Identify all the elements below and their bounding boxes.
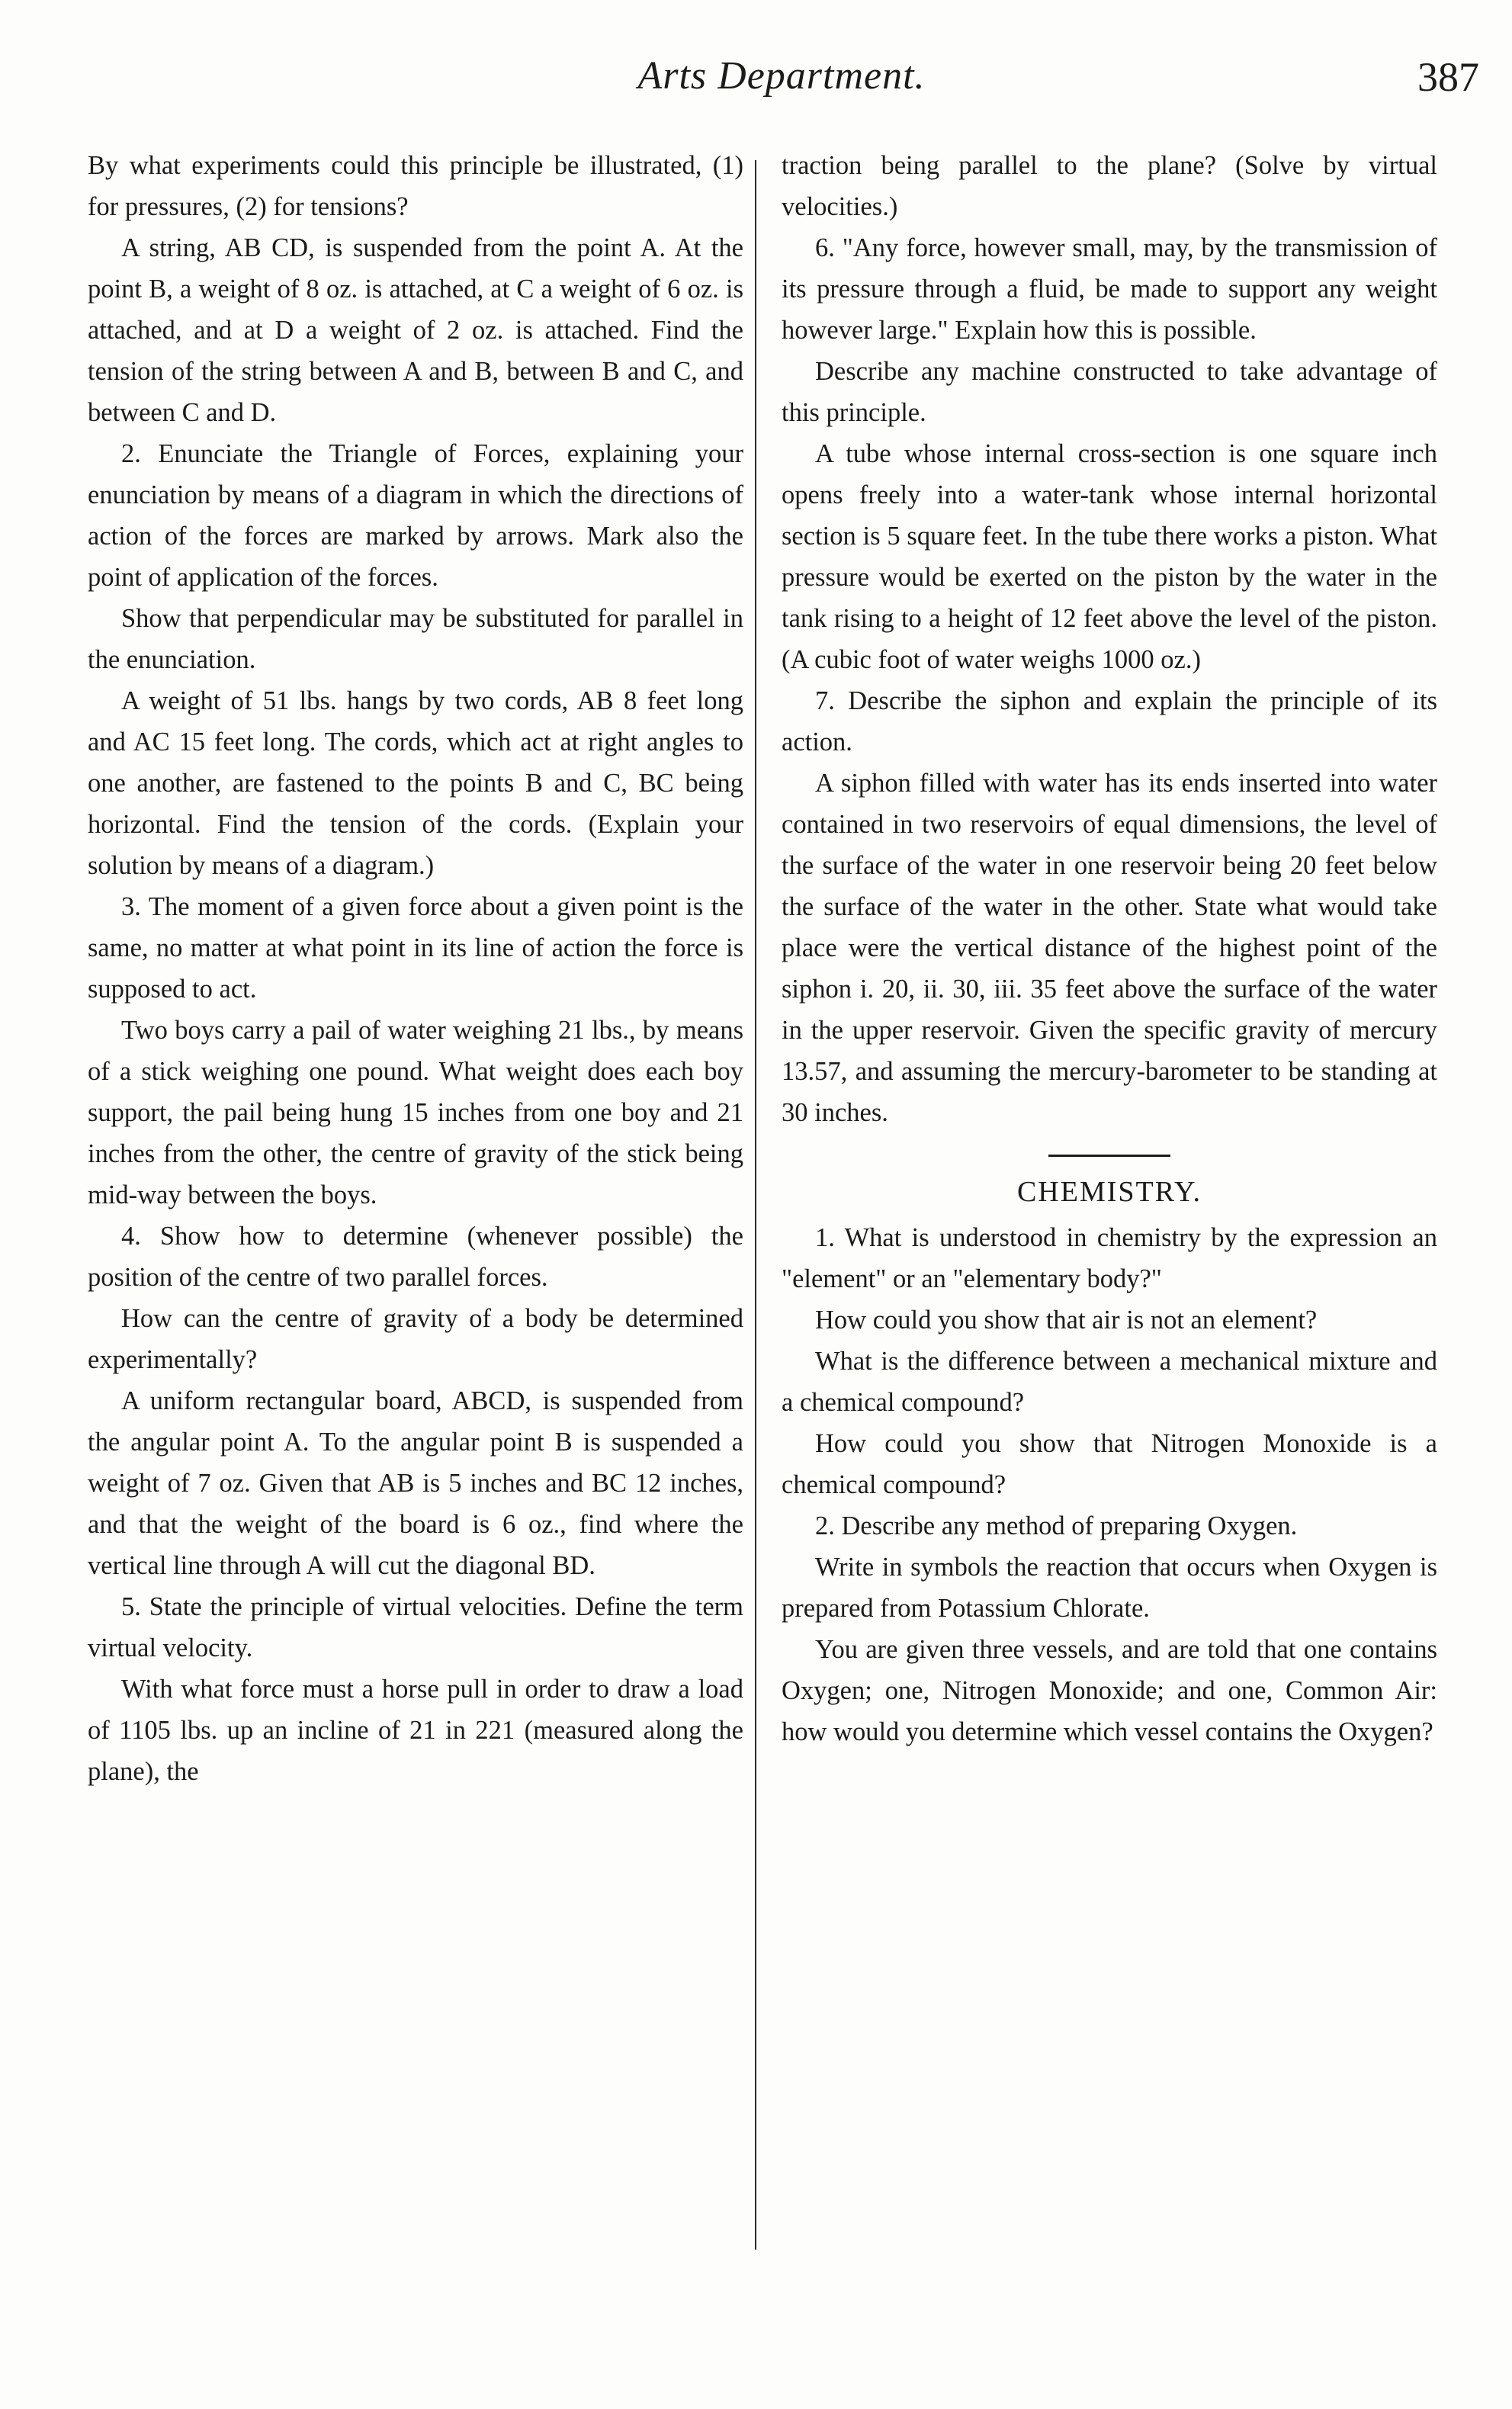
page-number: 387 bbox=[1417, 54, 1479, 100]
right-column bbox=[782, 145, 1437, 1752]
paragraph: Describe any machine constructed to take advantage of this principle. bbox=[782, 357, 1437, 427]
paragraph: A string, AB CD, is suspended from the point A. At the point B, a weight of 8 oz. is attached, at C a weight of 6 oz. is attached, and at D a weight of 2 oz. is attached. Find the tension of the string between A and B, between B and C, and between C and D. bbox=[88, 233, 743, 427]
paragraph: By what experiments could this principle be illustrated, (1) for pressures, (2) for tensions? bbox=[88, 151, 743, 221]
paragraph: A weight of 51 lbs. hangs by two cords, AB 8 feet long and AC 15 feet long. The cords, which act at right angles to one another, are fastened to the points B and C, BC being horizontal. Find the tension of the cords. (Explain your solution by means of a diagram.) bbox=[88, 686, 743, 880]
paragraph: A uniform rectangular board, ABCD, is suspended from the angular point A. To the angular point B is suspended a weight of 7 oz. Given that AB is 5 inches and BC 12 inches, and that the weight of the board is 6 oz., find where the vertical line through A will cut the diagonal BD. bbox=[88, 1386, 743, 1580]
paragraph: A tube whose internal cross-section is one square inch opens freely into a water-tank whose internal horizontal section is 5 square feet. In the tube there works a piston. What pressure would be exerted on the piston by the water in the tank rising to a height of 12 feet above the level of the piston. (A cubic foot of water weighs 1000 oz.) bbox=[782, 439, 1437, 674]
paragraph: How could you show that Nitrogen Monoxide is a chemical compound? bbox=[782, 1429, 1437, 1499]
running-title: Arts Department. bbox=[637, 54, 926, 98]
page-header bbox=[84, 53, 1479, 122]
paragraph: Show that perpendicular may be substituted for parallel in the enunciation. bbox=[88, 604, 743, 674]
left-column bbox=[88, 145, 743, 1792]
paragraph: 1. What is understood in chemistry by the expression an "element" or an "elementary body?" bbox=[782, 1223, 1437, 1293]
paragraph: 5. State the principle of virtual velocities. Define the term virtual velocity. bbox=[88, 1592, 743, 1662]
paragraph: A siphon filled with water has its ends inserted into water contained in two reservoirs of equal dimensions, the level of the surface of the water in one reservoir being 20 feet below the surface of the water in the other. State what would take place were the vertical distance of the highest point of the siphon i. 20, ii. 30, iii. 35 feet above the surface of the water in the upper reservoir. Given the specific gravity of mercury 13.57, and assuming the mercury-barometer to be standing at 30 inches. bbox=[782, 769, 1437, 1127]
paragraph: traction being parallel to the plane? (Solve by virtual velocities.) bbox=[782, 151, 1437, 221]
paragraph: With what force must a horse pull in order to draw a load of 1105 lbs. up an incline of 21 in 221 (measured along the plane), the bbox=[88, 1675, 743, 1786]
paragraph: Two boys carry a pail of water weighing 21 lbs., by means of a stick weighing one pound. What weight does each boy support, the pail being hung 15 inches from one boy and 21 inches from the other, the centre of gravity of the stick being mid-way between the boys. bbox=[88, 1016, 743, 1209]
paragraph: What is the difference between a mechanical mixture and a chemical compound? bbox=[782, 1347, 1437, 1417]
paragraph: How can the centre of gravity of a body be determined experimentally? bbox=[88, 1304, 743, 1374]
paragraph: Write in symbols the reaction that occurs when Oxygen is prepared from Potassium Chlorate. bbox=[782, 1553, 1437, 1623]
paragraph: 7. Describe the siphon and explain the principle of its action. bbox=[782, 686, 1437, 756]
paragraph: 4. Show how to determine (whenever possible) the position of the centre of two parallel forces. bbox=[88, 1222, 743, 1292]
column-divider bbox=[755, 160, 756, 2250]
paragraph: How could you show that air is not an element? bbox=[815, 1306, 1318, 1335]
paragraph: 6. "Any force, however small, may, by the transmission of its pressure through a fluid, be made to support any weight however large." Explain how this is possible. bbox=[782, 233, 1437, 345]
paragraph: 2. Enunciate the Triangle of Forces, explaining your enunciation by means of a diagram in which the directions of action of the forces are marked by arrows. Mark also the point of application of the forces. bbox=[88, 439, 743, 592]
paragraph: 3. The moment of a given force about a given point is the same, no matter at what point in its line of action the force is supposed to act. bbox=[88, 892, 743, 1004]
paragraph: 2. Describe any method of preparing Oxygen. bbox=[815, 1511, 1298, 1540]
section-heading-chemistry: CHEMISTRY. bbox=[782, 1171, 1437, 1213]
paragraph: You are given three vessels, and are told that one contains Oxygen; one, Nitrogen Monoxide; and one, Common Air: how would you determine which vessel contains the Oxygen? bbox=[782, 1635, 1437, 1746]
